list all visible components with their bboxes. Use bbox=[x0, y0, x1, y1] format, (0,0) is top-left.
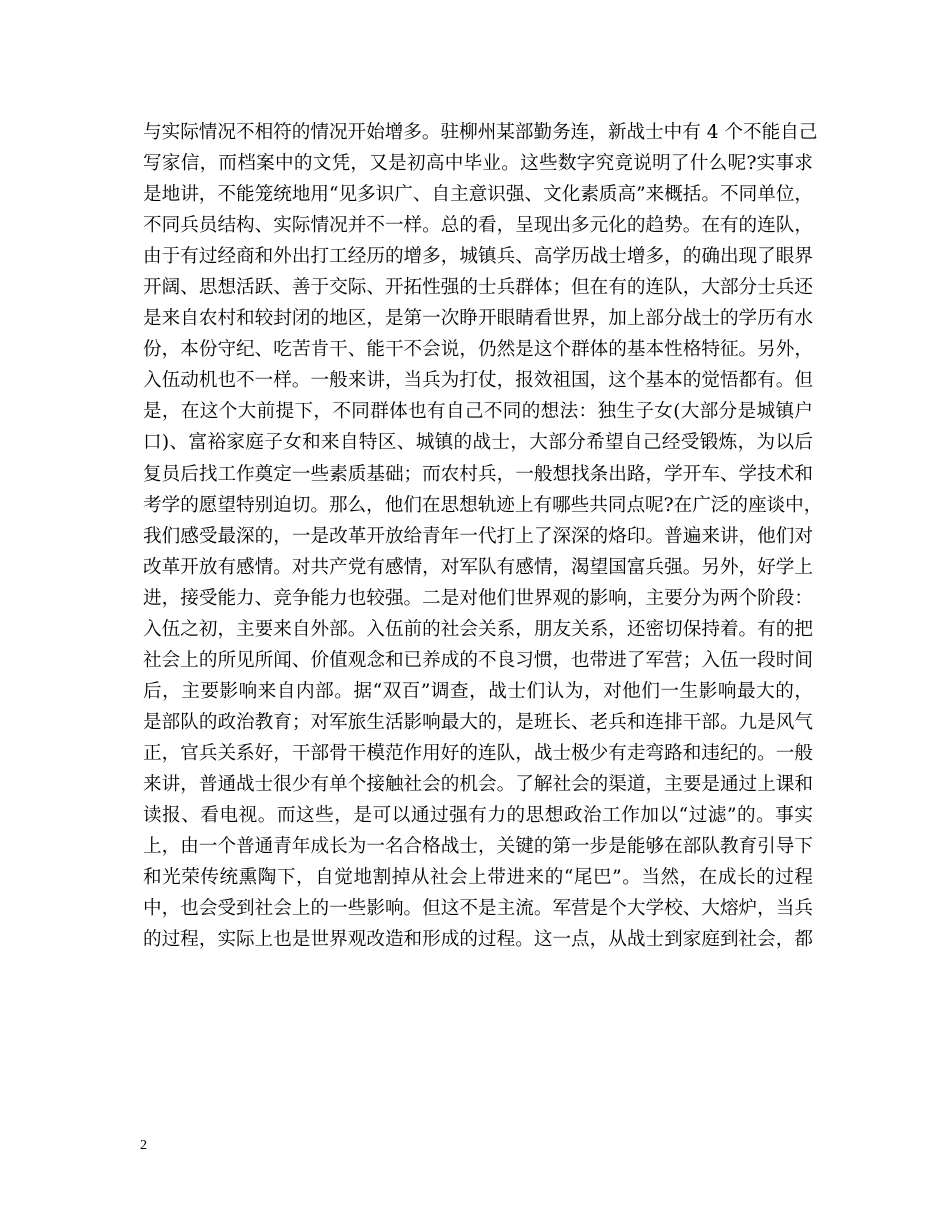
text-line: 口)、富裕家庭子女和来自特区、城镇的战士，大部分希望自己经受锻炼，为以后 bbox=[143, 432, 813, 454]
text-line: 是来自农村和较封闭的地区，是第一次睁开眼睛看世界，加上部分战士的学历有水 bbox=[143, 308, 813, 330]
text-line: 不同兵员结构、实际情况并不一样。总的看，呈现出多元化的趋势。在有的连队， bbox=[143, 215, 813, 237]
body-text bbox=[143, 117, 823, 955]
text-line: 来讲，普通战士很少有单个接触社会的机会。了解社会的渠道，主要是通过上课和 bbox=[143, 773, 813, 795]
text-line: 进，接受能力、竞争能力也较强。二是对他们世界观的影响，主要分为两个阶段： bbox=[143, 587, 813, 609]
text-line: 由于有过经商和外出打工经历的增多，城镇兵、高学历战士增多，的确出现了眼界 bbox=[143, 246, 813, 268]
text-line: 开阔、思想活跃、善于交际、开拓性强的士兵群体；但在有的连队，大部分士兵还 bbox=[143, 277, 813, 299]
text-line: 我们感受最深的，一是改革开放给青年一代打上了深深的烙印。普遍来讲，他们对 bbox=[143, 525, 813, 547]
text-line: 份，本份守纪、吃苦肯干、能干不会说，仍然是这个群体的基本性格特征。另外， bbox=[143, 339, 813, 361]
text-line: 考学的愿望特别迫切。那么，他们在思想轨迹上有哪些共同点呢?在广泛的座谈中， bbox=[143, 494, 823, 516]
text-line: 改革开放有感情。对共产党有感情，对军队有感情，渴望国富兵强。另外，好学上 bbox=[143, 556, 813, 578]
page-number: 2 bbox=[140, 1138, 147, 1153]
text-line: 读报、看电视。而这些，是可以通过强有力的思想政治工作加以“过滤”的。事实 bbox=[143, 805, 813, 827]
text-line: 上，由一个普通青年成长为一名合格战士，关键的第一步是能够在部队教育引导下 bbox=[143, 836, 813, 858]
text-line: 复员后找工作奠定一些素质基础；而农村兵，一般想找条出路，学开车、学技术和 bbox=[143, 463, 813, 485]
text-line: 入伍动机也不一样。一般来讲，当兵为打仗，报效祖国，这个基本的觉悟都有。但 bbox=[143, 370, 813, 392]
text-line: 是部队的政治教育；对军旅生活影响最大的，是班长、老兵和连排干部。九是风气 bbox=[143, 711, 813, 733]
text-line: 写家信，而档案中的文凭，又是初高中毕业。这些数字究竟说明了什么呢?实事求 bbox=[143, 153, 813, 175]
text-line: 后，主要影响来自内部。据“双百”调查，战士们认为，对他们一生影响最大的， bbox=[143, 680, 813, 702]
text-line: 社会上的所见所闻、价值观念和已养成的不良习惯，也带进了军营；入伍一段时间 bbox=[143, 649, 813, 671]
text-line: 正，官兵关系好，干部骨干模范作用好的连队，战士极少有走弯路和违纪的。一般 bbox=[143, 742, 813, 764]
text-line: 是地讲，不能笼统地用“见多识广、自主意识强、文化素质高”来概括。不同单位， bbox=[143, 184, 813, 206]
text-line: 入伍之初，主要来自外部。入伍前的社会关系，朋友关系，还密切保持着。有的把 bbox=[143, 618, 813, 640]
text-line: 中，也会受到社会上的一些影响。但这不是主流。军营是个大学校、大熔炉，当兵 bbox=[143, 898, 813, 920]
text-line: 是，在这个大前提下，不同群体也有自己不同的想法：独生子女(大部分是城镇户 bbox=[143, 401, 813, 423]
text-line: 和光荣传统熏陶下，自觉地割掉从社会上带进来的“尾巴”。当然，在成长的过程 bbox=[143, 867, 813, 889]
text-line: 的过程，实际上也是世界观改造和形成的过程。这一点，从战士到家庭到社会，都 bbox=[143, 929, 813, 951]
text-line: 与实际情况不相符的情况开始增多。驻柳州某部勤务连，新战士中有 4 个不能自己 bbox=[143, 122, 818, 143]
